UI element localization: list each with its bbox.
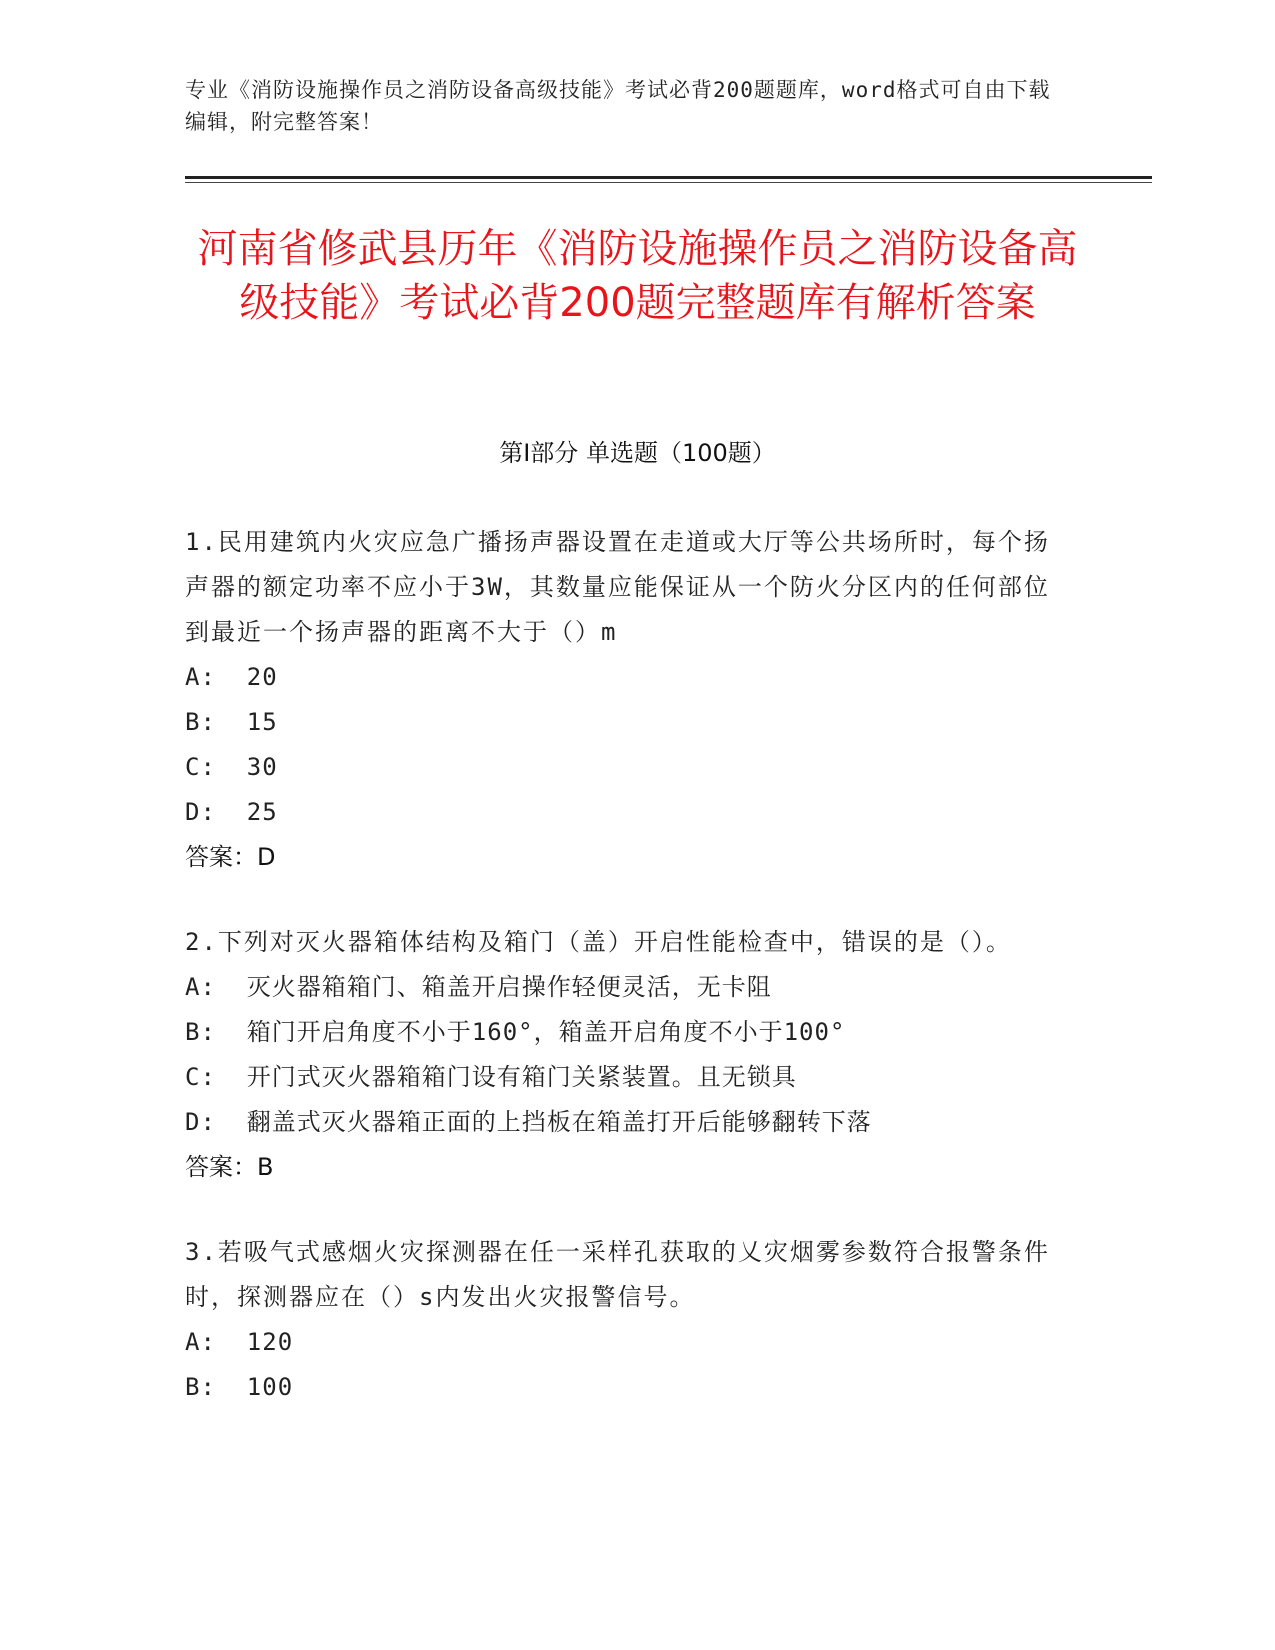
answer: 答案：D [185, 843, 276, 871]
question-3 [185, 1230, 1065, 1410]
question-list [185, 520, 1065, 1450]
question-2 [185, 920, 1065, 1190]
question-stem: 2.下列对灭火器箱体结构及箱门（盖）开启性能检查中，错误的是（）。 [185, 928, 1012, 956]
option-d: D: 25 [185, 798, 278, 826]
option-a: A: 灭火器箱箱门、箱盖开启操作轻便灵活，无卡阻 [185, 973, 772, 1001]
option-a: A: 120 [185, 1328, 294, 1356]
header-divider-thin [185, 182, 1152, 183]
option-d: D: 翻盖式灭火器箱正面的上挡板在箱盖打开后能够翻转下落 [185, 1108, 872, 1136]
answer: 答案：B [185, 1153, 274, 1181]
header-note: 专业《消防设施操作员之消防设备高级技能》考试必背200题题库，word格式可自由下载编辑，附完整答案！ [185, 78, 1051, 134]
option-b: B: 15 [185, 708, 278, 736]
section-heading: 第I部分 单选题（100题） [499, 439, 776, 467]
question-stem: 3.若吸气式感烟火灾探测器在任一采样孔获取的乂灾烟雾参数符合报警条件时，探测器应在（）s内发出火灾报警信号。 [185, 1238, 1050, 1311]
document-title: 河南省修武县历年《消防设施操作员之消防设备高级技能》考试必背200题完整题库有解析答案 [197, 226, 1078, 326]
option-c: C: 30 [185, 753, 278, 781]
option-c: C: 开门式灭火器箱箱门设有箱门关紧装置。且无锁具 [185, 1063, 797, 1091]
question-stem: 1.民用建筑内火灾应急广播扬声器设置在走道或大厅等公共场所时，每个扬声器的额定功率不应小于3W，其数量应能保证从一个防火分区内的任何部位到最近一个扬声器的距离不大于（）m [185, 528, 1050, 646]
header-divider [185, 176, 1152, 179]
option-a: A: 20 [185, 663, 278, 691]
option-b: B: 箱门开启角度不小于160°，箱盖开启角度不小于100° [185, 1018, 846, 1046]
question-1 [185, 520, 1065, 880]
option-b: B: 100 [185, 1373, 294, 1401]
